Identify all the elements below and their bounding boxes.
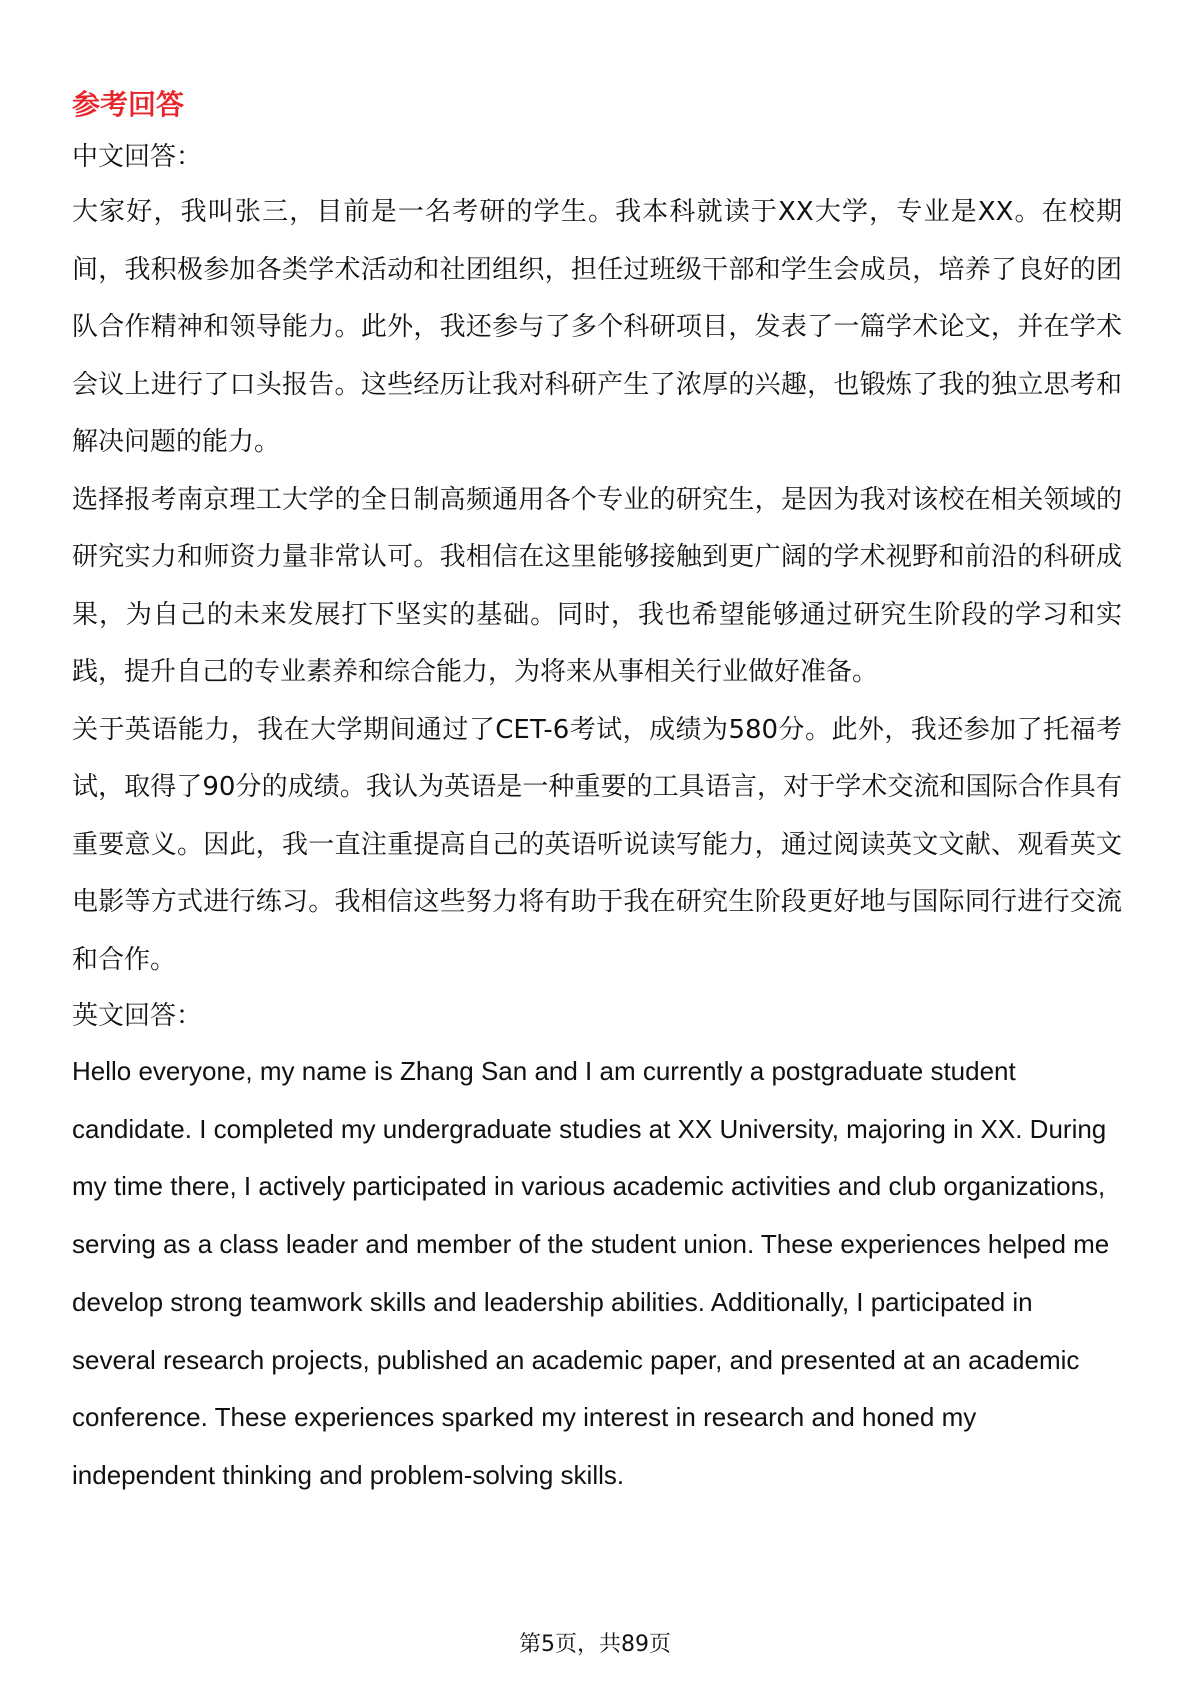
chinese-paragraph-2: 选择报考南京理工大学的全日制高频通用各个专业的研究生，是因为我对该校在相关领域的研究实力和师资力量非常认可。我相信在这里能够接触到更广阔的学术视野和前沿的科研成果，为自己的未来发展打下坚实的基础。同时，我也希望能够通过研究生阶段的学习和实践，提升自己的专业素养和综合能力，为将来从事相关行业做好准备。 [72,484,1122,687]
chinese-paragraph-1: 大家好，我叫张三，目前是一名考研的学生。我本科就读于XX大学，专业是XX。在校期间，我积极参加各类学术活动和社团组织，担任过班级干部和学生会成员，培养了良好的团队合作精神和领导能力。此外，我还参与了多个科研项目，发表了一篇学术论文，并在学术会议上进行了口头报告。这些经历让我对科研产生了浓厚的兴趣，也锻炼了我的独立思考和解决问题的能力。 [72,197,1122,457]
english-answer-label: 英文回答： [72,1001,203,1031]
chinese-paragraph-3: 关于英语能力，我在大学期间通过了CET-6考试，成绩为580分。此外，我还参加了托福考试，取得了90分的成绩。我认为英语是一种重要的工具语言，对于学术交流和国际合作具有重要意义。因此，我一直注重提高自己的英语听说读写能力，通过阅读英文文献、观看英文电影等方式进行练习。我相信这些努力将有助于我在研究生阶段更好地与国际同行进行交流和合作。 [72,714,1122,975]
english-paragraph: Hello everyone, my name is Zhang San and I am currently a postgraduate student candidate. I completed my undergraduate studies at XX University, majoring in XX. During my time there, I actively participated in various academic activities and club organizations, serving as a class leader and member of the student union. These experiences helped me develop strong teamwork skills and leadership abilities. Additionally, I participated in several research projects, published an academic paper, and presented at an academic conference. These experiences sparked my interest in research and honed my independent thinking and problem-solving skills. [72,1056,1110,1490]
document-content [72,80,1122,1505]
page-number-footer: 第5页，共89页 [519,1632,671,1657]
section-title: 参考回答 [72,88,185,121]
chinese-answer-label: 中文回答： [72,142,203,172]
